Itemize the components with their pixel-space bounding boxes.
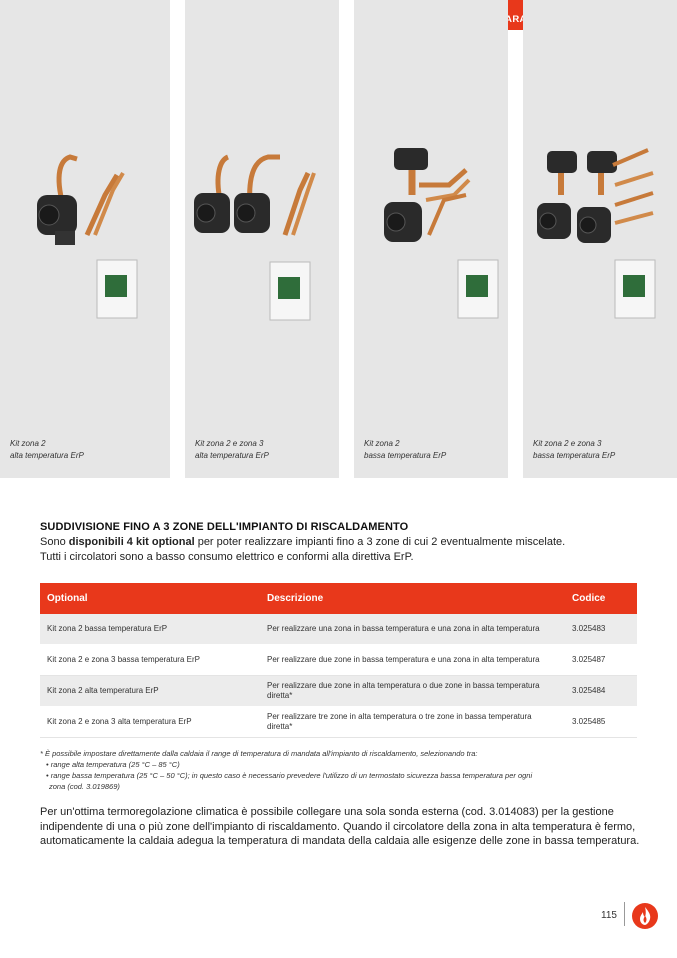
cell-optional: Kit zona 2 e zona 3 alta temperatura ErP xyxy=(40,707,260,738)
footnotes xyxy=(40,748,532,792)
col-header-descrizione: Descrizione xyxy=(260,583,565,614)
body-paragraph: Per un'ottima termoregolazione climatica è possibile collegare una sola sonda esterna (cod. 3.014083) per la gestione indipendente di una o più zone dell'impianto di riscaldamento. Quando il circolatore della zona in alta temperatura è fermo, automaticamente la caldaia adegua la temperatura di mandata della caldaia alle esigenze delle zone in bassa temperatura. xyxy=(40,806,640,847)
table-row xyxy=(40,614,637,645)
caption-line2: bassa temperatura ErP xyxy=(533,450,616,460)
footnote-line: • range alta temperatura (25 °C – 85 °C) xyxy=(46,760,180,769)
table-row xyxy=(40,676,637,707)
product-panel-4 xyxy=(523,0,677,478)
cell-descrizione: Per realizzare una zona in bassa temperatura e una zona in alta temperatura xyxy=(260,614,565,645)
table-header-row xyxy=(40,583,637,614)
intro-post: per poter realizzare impianti fino a 3 zone di cui 2 eventualmente miscelate. xyxy=(194,536,566,548)
cell-optional: Kit zona 2 bassa temperatura ErP xyxy=(40,614,260,645)
product-panel-2 xyxy=(185,0,339,478)
cell-descrizione: Per realizzare tre zone in alta temperatura o tre zone in bassa temperatura diretta* xyxy=(260,707,565,738)
caption-line1: Kit zona 2 e zona 3 xyxy=(195,439,264,448)
cell-optional: Kit zona 2 e zona 3 bassa temperatura ErP xyxy=(40,645,260,676)
flame-logo-icon xyxy=(631,902,659,930)
footnote-line: zona (cod. 3.019869) xyxy=(49,782,120,791)
table-row xyxy=(40,707,637,738)
table-row xyxy=(40,645,637,676)
product-caption-4 xyxy=(533,438,615,461)
product-panel-3 xyxy=(354,0,508,478)
cell-codice: 3.025487 xyxy=(565,645,637,676)
caption-line2: alta temperatura ErP xyxy=(195,450,269,460)
optional-kits-table xyxy=(40,583,637,738)
intro-bold: disponibili 4 kit optional xyxy=(68,536,195,548)
caption-line2: bassa temperatura ErP xyxy=(364,450,447,460)
footer-divider xyxy=(624,902,625,926)
footnote-line: • range bassa temperatura (25 °C – 50 °C); in questo caso è necessario prevedere l'utilizzo di un termostato sicurezza bassa temperatura per ogni xyxy=(46,771,533,780)
intro-text xyxy=(40,535,640,564)
col-header-codice: Codice xyxy=(565,583,637,614)
caption-line1: Kit zona 2 xyxy=(364,439,400,448)
intro-pre: Sono xyxy=(40,536,69,548)
mixing-kit-image xyxy=(374,140,504,330)
cell-codice: 3.025483 xyxy=(565,614,637,645)
page-number: 115 xyxy=(601,910,617,921)
pump-kit-image xyxy=(25,145,165,325)
col-header-optional: Optional xyxy=(40,583,260,614)
cell-codice: 3.025485 xyxy=(565,707,637,738)
caption-line1: Kit zona 2 e zona 3 xyxy=(533,439,602,448)
cell-descrizione: Per realizzare due zone in alta temperatura o due zone in bassa temperatura diretta* xyxy=(260,676,565,707)
product-caption-2 xyxy=(195,438,269,461)
section-title: SUDDIVISIONE FINO A 3 ZONE DELL'IMPIANTO DI RISCALDAMENTO xyxy=(40,521,409,533)
product-caption-1 xyxy=(10,438,84,461)
product-caption-3 xyxy=(364,438,446,461)
caption-line2: alta temperatura ErP xyxy=(10,450,84,460)
mixing-kit-image xyxy=(533,145,677,330)
cell-codice: 3.025484 xyxy=(565,676,637,707)
cell-descrizione: Per realizzare due zone in bassa temperatura e una zona in alta temperatura xyxy=(260,645,565,676)
intro-line2: Tutti i circolatori sono a basso consumo elettrico e conformi alla direttiva ErP. xyxy=(40,550,414,563)
cell-optional: Kit zona 2 alta temperatura ErP xyxy=(40,676,260,707)
pump-kit-image xyxy=(190,145,340,325)
footnote-line: * È possibile impostare direttamente dalla caldaia il range di temperatura di mandata all'impianto di riscaldamento, selezionando tra: xyxy=(40,749,478,758)
caption-line1: Kit zona 2 xyxy=(10,439,46,448)
product-panel-1 xyxy=(0,0,170,478)
